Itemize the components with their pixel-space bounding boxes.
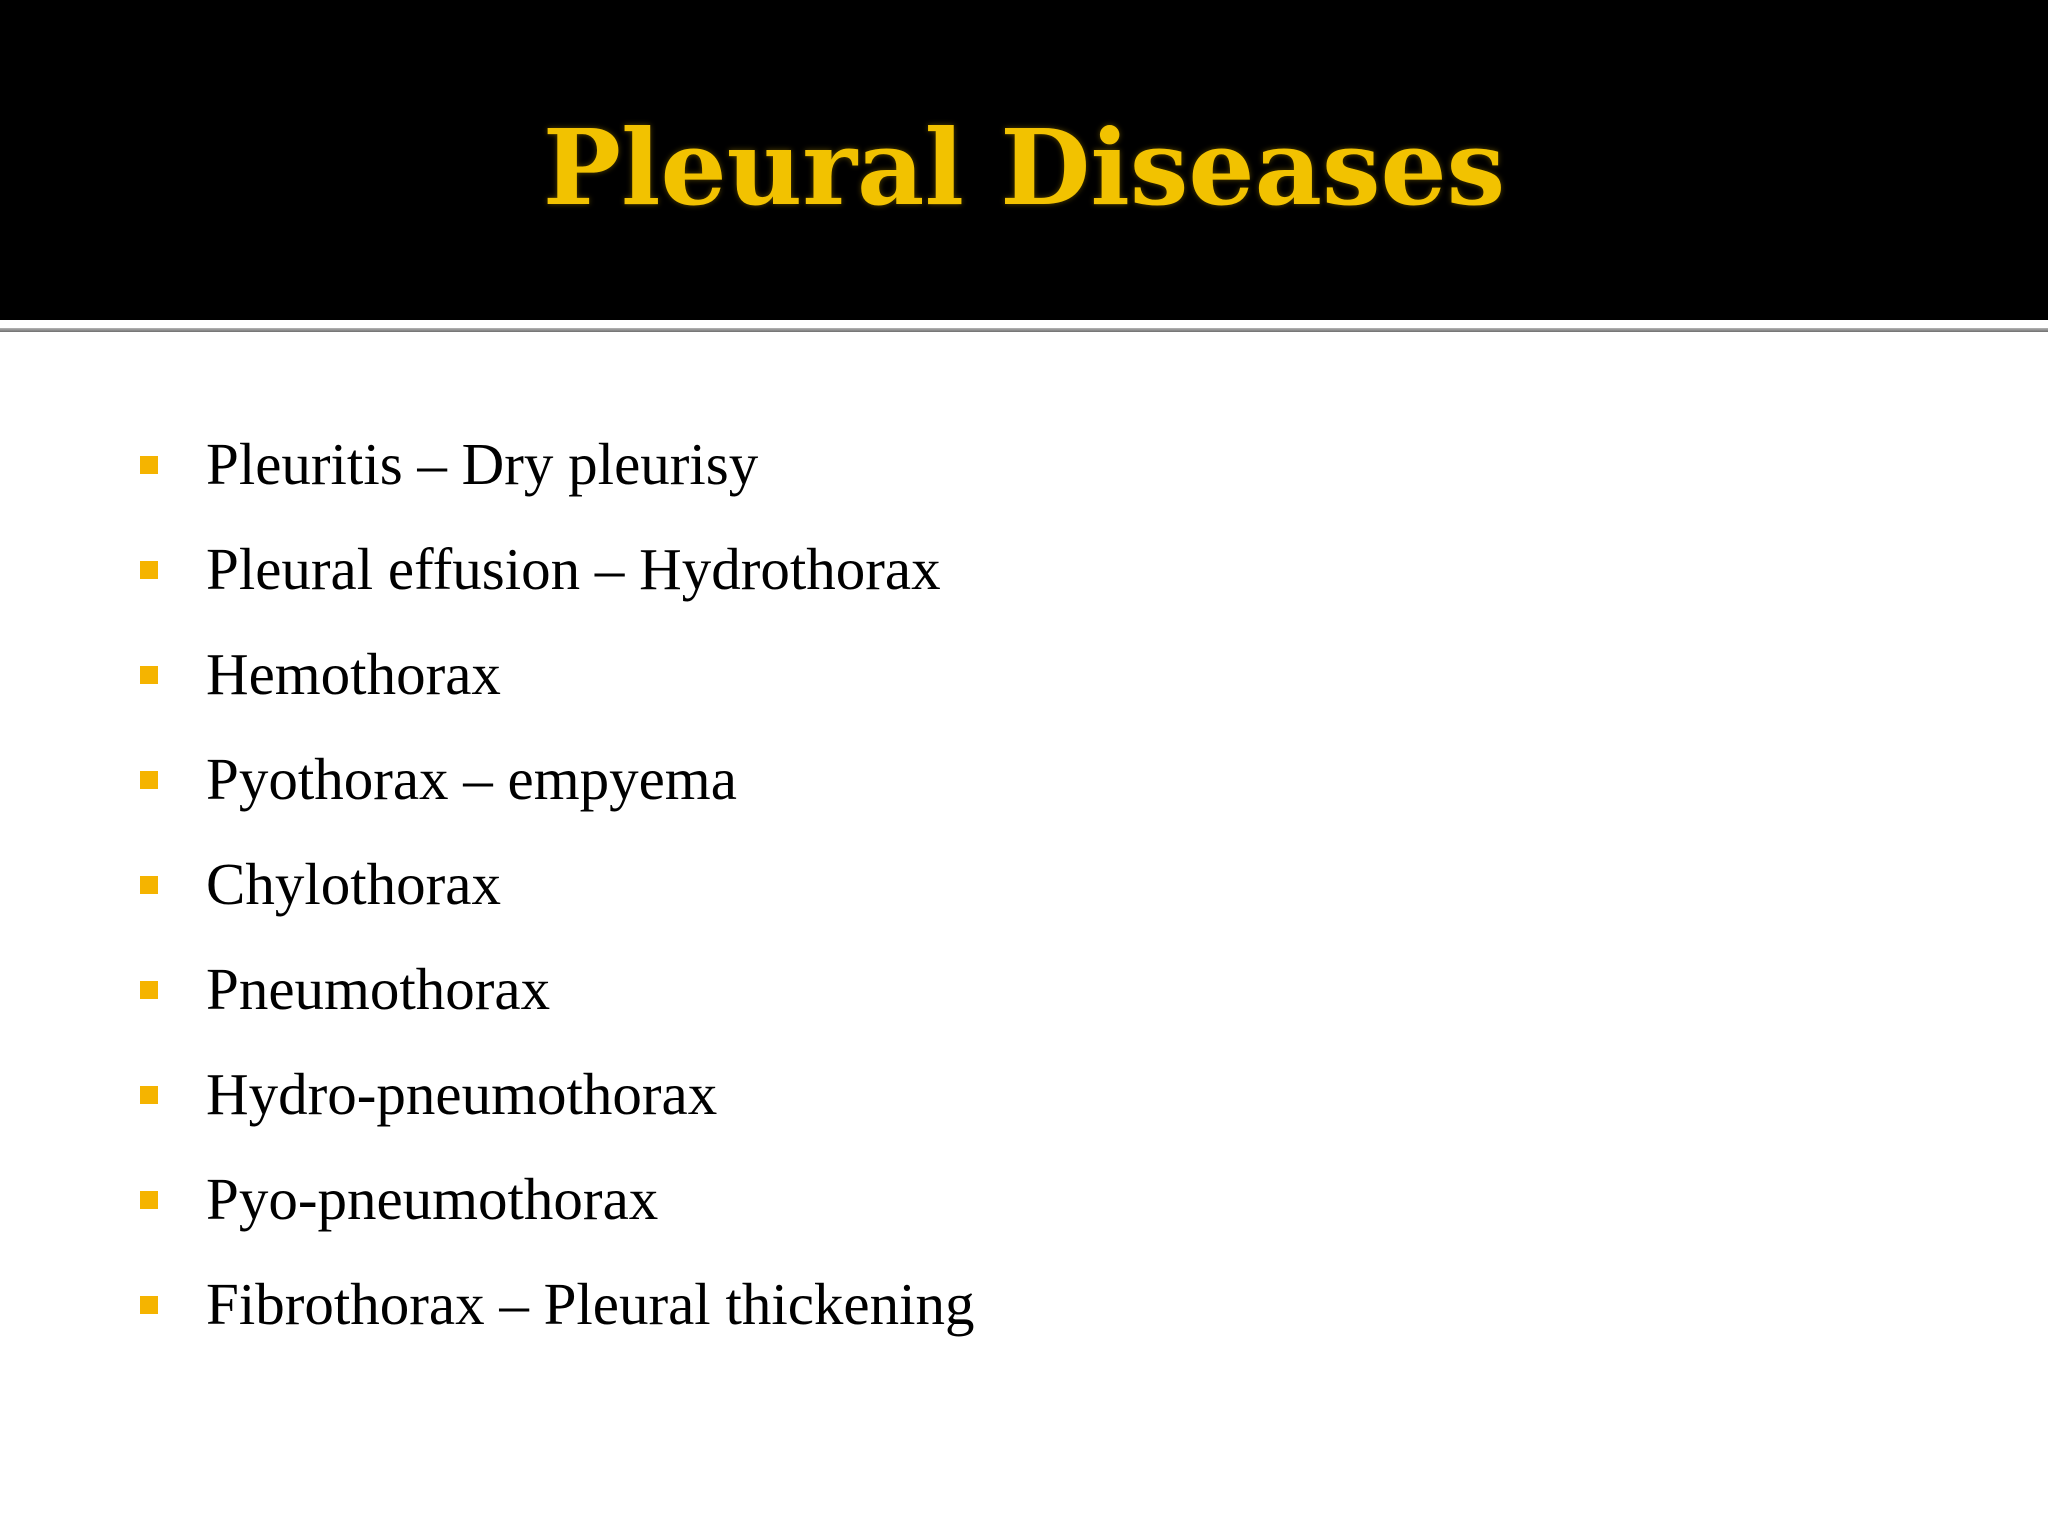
bullet-text: Hydro-pneumothorax [206,1061,718,1127]
list-item [0,622,2048,727]
list-item [0,517,2048,622]
square-bullet-icon [140,1296,158,1314]
slide-title: Pleural Diseases [542,106,1506,229]
square-bullet-icon [140,876,158,894]
square-bullet-icon [140,561,158,579]
bullet-text: Chylothorax [206,851,501,917]
bullet-text: Pyo-pneumothorax [206,1166,659,1232]
bullet-list [0,412,2048,1357]
title-bar [0,0,2048,320]
square-bullet-icon [140,771,158,789]
square-bullet-icon [140,981,158,999]
list-item [0,1042,2048,1147]
square-bullet-icon [140,1086,158,1104]
bullet-text: Pleural effusion – Hydrothorax [206,536,941,602]
list-item [0,937,2048,1042]
bullet-text: Pleuritis – Dry pleurisy [206,431,759,497]
list-item [0,1147,2048,1252]
list-item [0,727,2048,832]
list-item [0,1252,2048,1357]
square-bullet-icon [140,666,158,684]
square-bullet-icon [140,1191,158,1209]
bullet-text: Pyothorax – empyema [206,746,737,812]
list-item [0,832,2048,937]
title-divider-gap [0,320,2048,328]
square-bullet-icon [140,456,158,474]
bullet-text: Hemothorax [206,641,501,707]
bullet-text: Fibrothorax – Pleural thickening [206,1271,975,1337]
list-item [0,412,2048,517]
bullet-text: Pneumothorax [206,956,551,1022]
title-divider-line [0,328,2048,332]
